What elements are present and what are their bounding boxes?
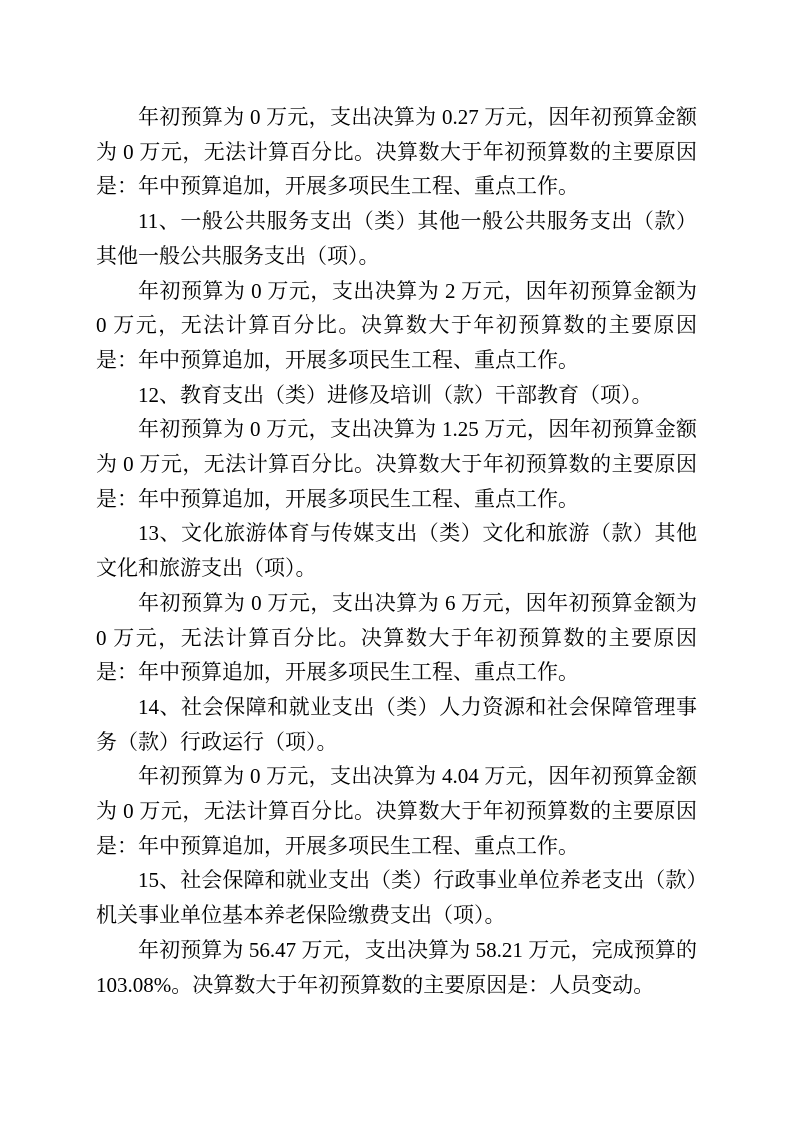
paragraph-item12-figures: 年初预算为 0 万元，支出决算为 1.25 万元，因年初预算金额为 0 万元，无法计算百分比。决算数大于年初预算数的主要原因是：年中预算追加，开展多项民生工程、重点工作。 <box>96 417 697 511</box>
paragraph-item11-heading: 11、一般公共服务支出（类）其他一般公共服务支出（款）其他一般公共服务支出（项）。 <box>96 209 697 268</box>
paragraph-item13-figures: 年初预算为 0 万元，支出决算为 6 万元，因年初预算金额为 0 万元，无法计算百分比。决算数大于年初预算数的主要原因是：年中预算追加，开展多项民生工程、重点工作。 <box>96 590 697 685</box>
paragraph-item10-figures: 年初预算为 0 万元，支出决算为 0.27 万元，因年初预算金额为 0 万元，无法计算百分比。决算数大于年初预算数的主要原因是：年中预算追加，开展多项民生工程、重点工作。 <box>96 105 697 199</box>
paragraph-item14-figures: 年初预算为 0 万元，支出决算为 4.04 万元，因年初预算金额为 0 万元，无法计算百分比。决算数大于年初预算数的主要原因是：年中预算追加，开展多项民生工程、重点工作。 <box>96 764 697 858</box>
paragraph-item15-figures: 年初预算为 56.47 万元，支出决算为 58.21 万元，完成预算的 103.08%。决算数大于年初预算数的主要原因是：人员变动。 <box>96 937 697 997</box>
paragraph-item14-heading: 14、社会保障和就业支出（类）人力资源和社会保障管理事务（款）行政运行（项）。 <box>96 694 697 754</box>
paragraph-item11-figures: 年初预算为 0 万元，支出决算为 2 万元，因年初预算金额为 0 万元，无法计算百分比。决算数大于年初预算数的主要原因是：年中预算追加，开展多项民生工程、重点工作。 <box>96 278 697 372</box>
paragraph-item12-heading: 12、教育支出（类）进修及培训（款）干部教育（项）。 <box>138 382 653 407</box>
paragraph-item13-heading: 13、文化旅游体育与传媒支出（类）文化和旅游（款）其他文化和旅游支出（项）。 <box>96 521 697 581</box>
paragraph-item15-heading: 15、社会保障和就业支出（类）行政事业单位养老支出（款）机关事业单位基本养老保险缴费支出（项）。 <box>96 868 697 928</box>
